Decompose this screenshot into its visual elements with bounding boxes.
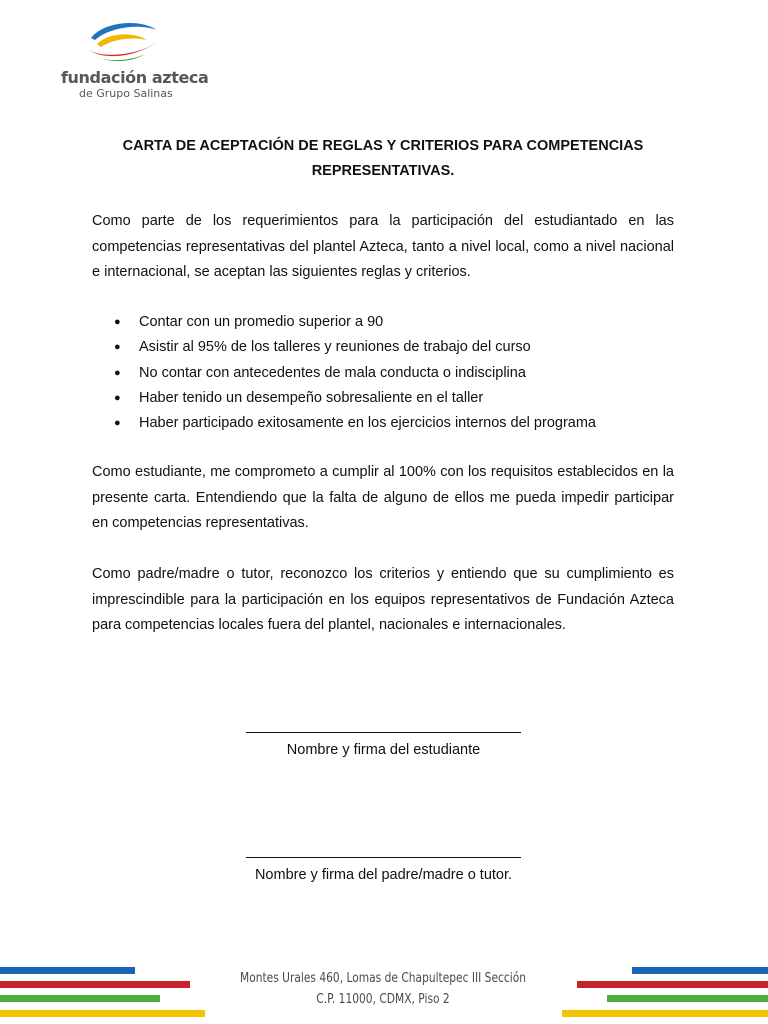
list-item-text: Haber tenido un desempeño sobresaliente en el taller [139,389,484,406]
bullet-icon: ● [114,366,121,379]
swoosh-logo-icon [85,20,165,66]
list-item [92,361,674,386]
requirements-list [92,310,674,436]
stripe-red [577,981,768,988]
list-item [92,310,674,335]
document-title: CARTA DE ACEPTACIÓN DE REGLAS Y CRITERIOS PARA COMPETENCIAS REPRESENTATIVAS. [122,138,644,179]
list-item-text: Haber participado exitosamente en los ejercicios internos del programa [139,415,596,432]
stripe-green [0,995,160,1002]
stripe-green [607,995,768,1002]
logo-subtitle: de Grupo Salinas [79,87,173,100]
stripe-blue [632,967,768,974]
list-item-text: No contar con antecedentes de mala conducta o indisciplina [139,364,526,381]
list-item [92,335,674,360]
student-commitment-paragraph: Como estudiante, me comprometo a cumplir al 100% con los requisitos establecidos en la presente carta. Entendiendo que la falta de alguno de ellos me pueda impedir participar en competencias representativas. [92,464,674,531]
footer-address-line1: Montes Urales 460, Lomas de Chapultepec III Sección [240,971,526,986]
guardian-commitment-paragraph: Como padre/madre o tutor, reconozco los criterios y entiendo que su cumplimiento es imprescindible para la participación en los equipos representativos de Fundación Azteca para competencias locales fuera del plantel, nacionales e internacionales. [92,566,674,633]
logo-name: fundación azteca [61,68,209,87]
list-item [92,411,674,436]
student-signature-label: Nombre y firma del estudiante [286,742,481,758]
intro-paragraph: Como parte de los requerimientos para la participación del estudiantado en las competencias representativas del plantel Azteca, tanto a nivel local, como a nivel nacional e internacional, se aceptan las siguientes reglas y criterios. [92,213,674,280]
stripe-yellow [562,1010,768,1017]
list-item [92,386,674,411]
list-item-text: Asistir al 95% de los talleres y reuniones de trabajo del curso [139,339,531,356]
bullet-icon: ● [114,417,121,430]
bullet-icon: ● [114,341,121,354]
footer-address-line2: C.P. 11000, CDMX, Piso 2 [316,992,450,1007]
stripe-red [0,981,190,988]
bullet-icon: ● [114,316,121,328]
list-item-text: Contar con un promedio superior a 90 [139,314,384,330]
stripe-blue [0,967,135,974]
foundation-logo [55,20,209,110]
stripe-yellow [0,1010,205,1017]
bullet-icon: ● [114,391,121,404]
student-signature-line [246,732,521,733]
guardian-signature-line [246,857,521,858]
guardian-signature-label: Nombre y firma del padre/madre o tutor. [254,867,513,883]
